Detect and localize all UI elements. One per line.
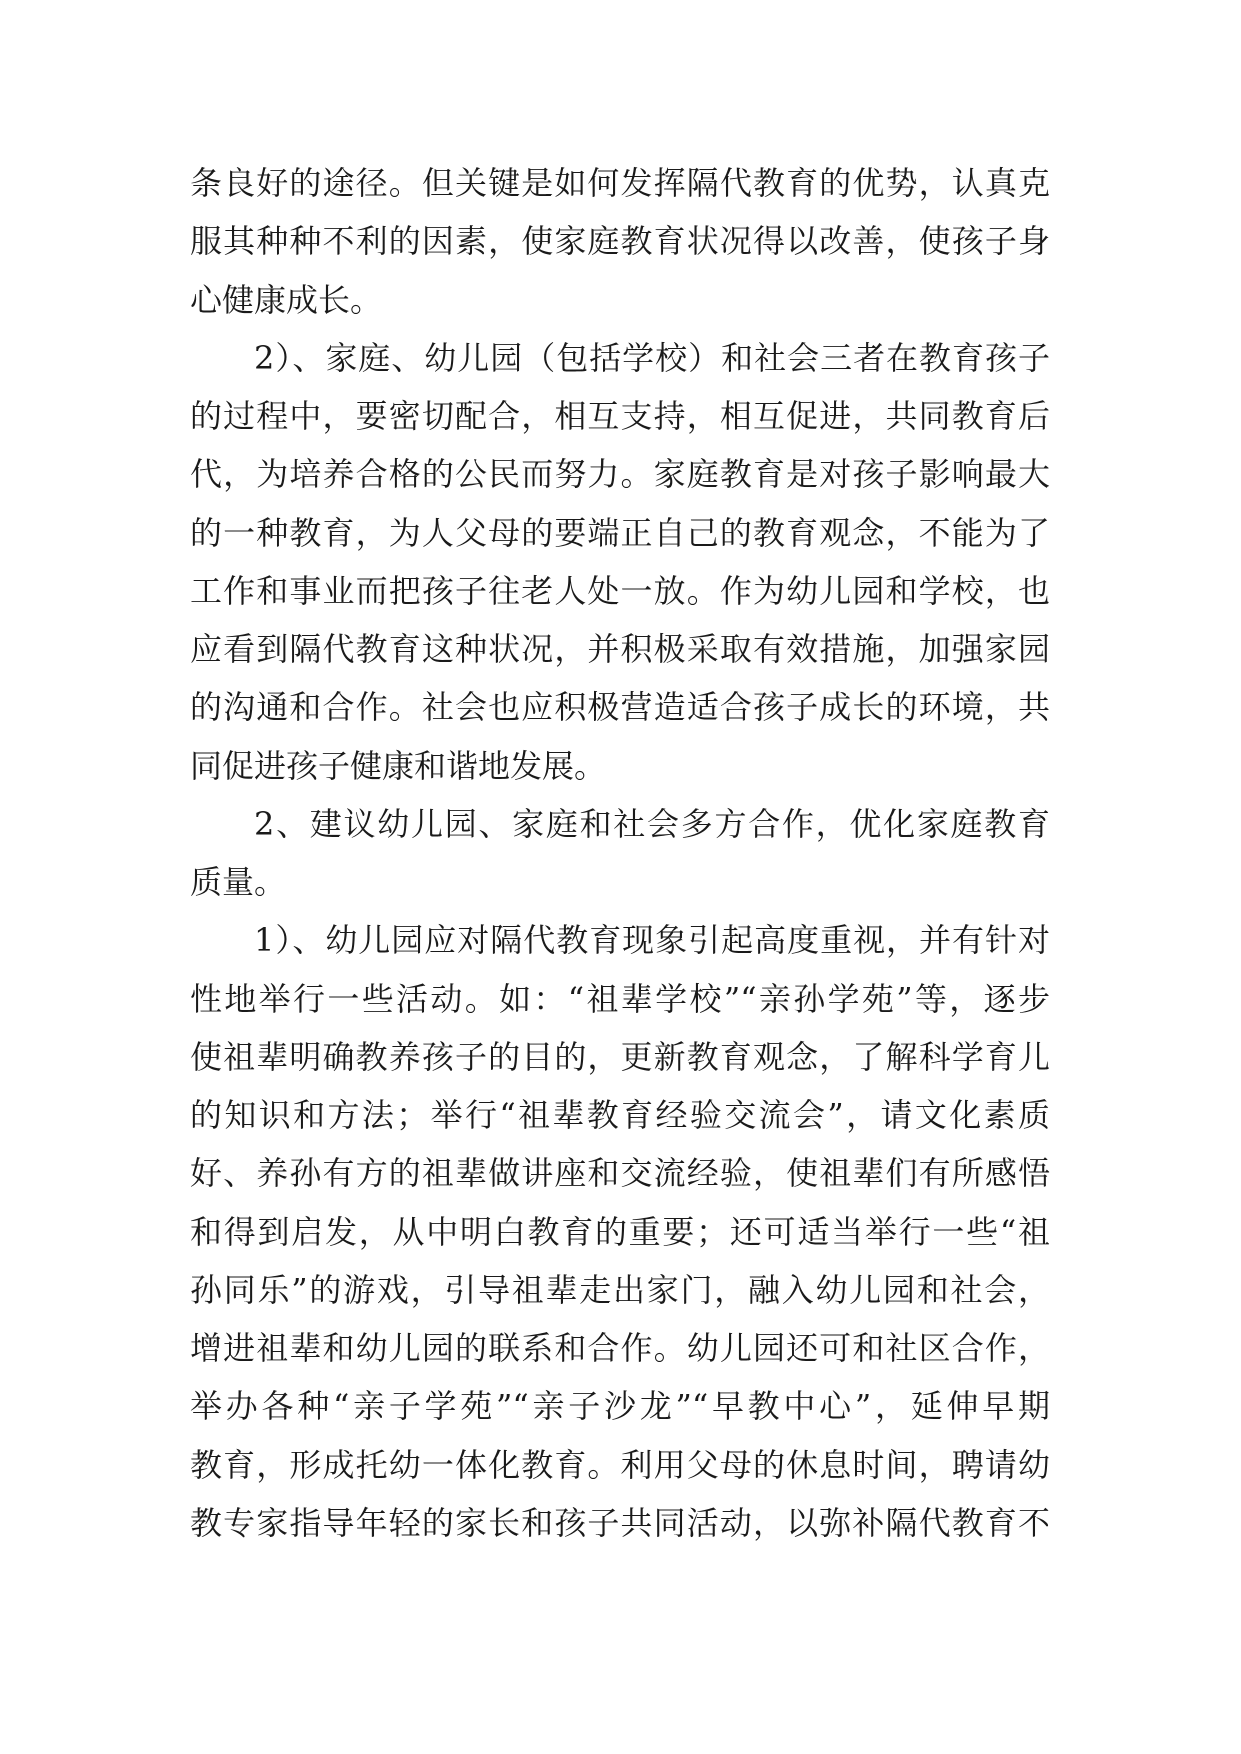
text-line: 2、建议幼儿园、家庭和社会多方合作，优化家庭教育 bbox=[254, 804, 1050, 843]
text-line: 和得到启发，从中明白教育的重要；还可适当举行一些“祖 bbox=[190, 1212, 1050, 1251]
text-line: 的沟通和合作。社会也应积极营造适合孩子成长的环境，共 bbox=[190, 688, 1050, 727]
text-line: 条良好的途径。但关键是如何发挥隔代教育的优势，认真克 bbox=[190, 164, 1050, 202]
text-line: 应看到隔代教育这种状况，并积极采取有效措施，加强家园 bbox=[190, 630, 1050, 668]
text-line: 举办各种“亲子学苑”“亲子沙龙”“早教中心”，延伸早期 bbox=[190, 1387, 1050, 1426]
text-line: 性地举行一些活动。如：“祖辈学校”“亲孙学苑”等，逐步 bbox=[190, 979, 1050, 1018]
text-line: 教专家指导年轻的家长和孩子共同活动，以弥补隔代教育不 bbox=[190, 1503, 1050, 1542]
text-line: 的过程中，要密切配合，相互支持，相互促进，共同教育后 bbox=[190, 397, 1050, 435]
text-line: 同促进孩子健康和谐地发展。 bbox=[190, 746, 607, 785]
text-line: 质量。 bbox=[190, 863, 287, 901]
text-line: 工作和事业而把孩子往老人处一放。作为幼儿园和学校，也 bbox=[190, 571, 1050, 610]
text-line: 教育，形成托幼一体化教育。利用父母的休息时间，聘请幼 bbox=[190, 1445, 1050, 1484]
text-line: 2）、家庭、幼儿园（包括学校）和社会三者在教育孩子 bbox=[254, 338, 1050, 377]
text-line: 的一种教育，为人父母的要端正自己的教育观念，不能为了 bbox=[190, 513, 1050, 552]
text-line: 服其种种不利的因素，使家庭教育状况得以改善，使孩子身 bbox=[190, 222, 1050, 261]
body-text bbox=[190, 154, 1050, 1552]
text-line: 的知识和方法；举行“祖辈教育经验交流会”，请文化素质 bbox=[190, 1096, 1050, 1134]
text-line: 1）、幼儿园应对隔代教育现象引起高度重视，并有针对 bbox=[254, 921, 1050, 960]
text-line: 增进祖辈和幼儿园的联系和合作。幼儿园还可和社区合作， bbox=[190, 1329, 1050, 1367]
text-line: 使祖辈明确教养孩子的目的，更新教育观念，了解科学育儿 bbox=[190, 1037, 1050, 1076]
text-line: 代，为培养合格的公民而努力。家庭教育是对孩子影响最大 bbox=[190, 455, 1050, 494]
text-line: 心健康成长。 bbox=[190, 280, 383, 319]
text-line: 好、养孙有方的祖辈做讲座和交流经验，使祖辈们有所感悟 bbox=[190, 1154, 1050, 1193]
text-line: 孙同乐”的游戏，引导祖辈走出家门，融入幼儿园和社会， bbox=[190, 1270, 1050, 1309]
